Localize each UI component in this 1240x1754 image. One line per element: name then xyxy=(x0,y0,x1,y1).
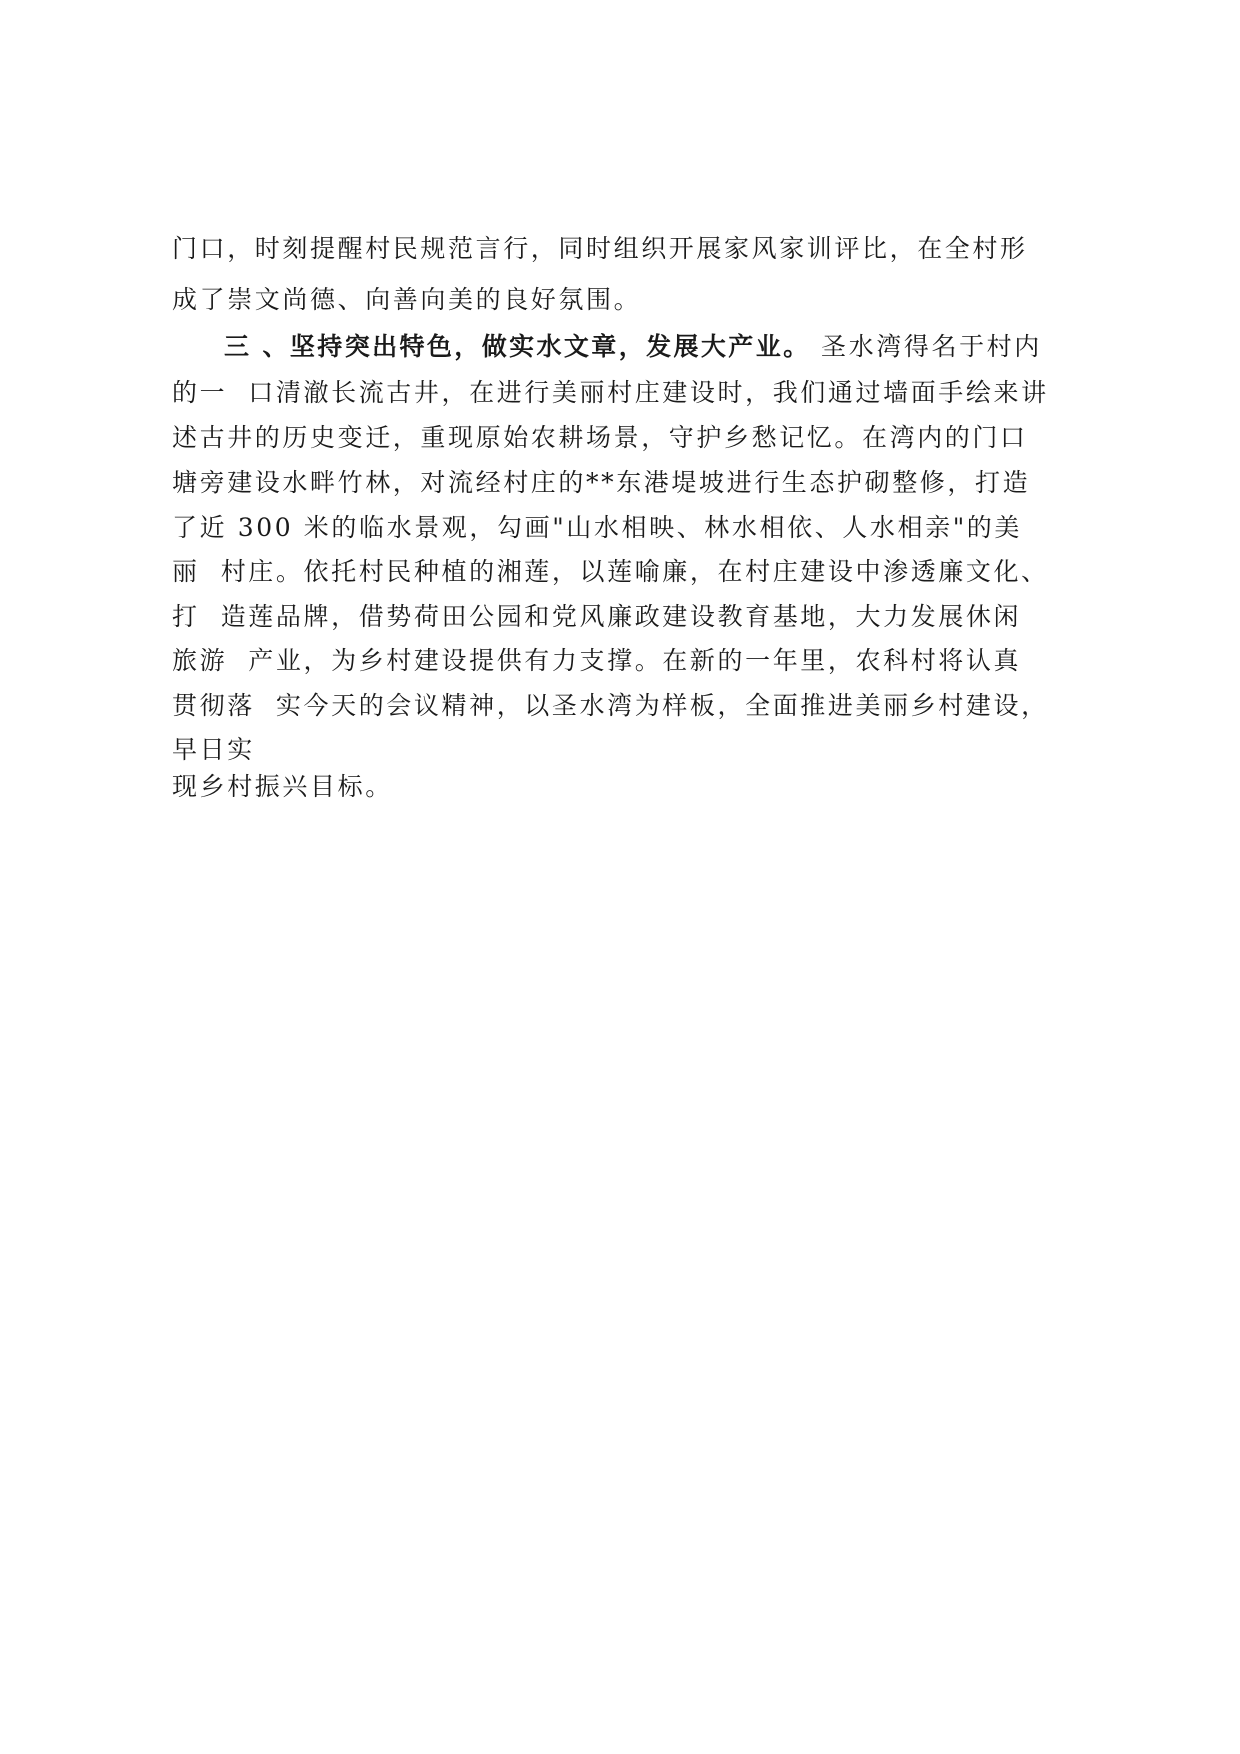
section-heading-line xyxy=(224,330,1042,364)
section-heading: 三 、坚持突出特色，做实水文章，发展大产业。 xyxy=(224,332,811,361)
paragraph-line: 打 造莲品牌，借势荷田公园和党风廉政建设教育基地，大力发展休闲 xyxy=(172,602,1022,631)
paragraph-text: 圣水湾得名于村内 xyxy=(810,332,1042,361)
paragraph-line: 旅游 产业，为乡村建设提供有力支撑。在新的一年里，农科村将认真 xyxy=(172,646,1022,675)
paragraph-line: 的一 口清澈长流古井，在进行美丽村庄建设时，我们通过墙面手绘来讲 xyxy=(172,378,1049,407)
paragraph-line: 成了崇文尚德、向善向美的良好氛围。 xyxy=(172,285,642,314)
paragraph-line: 早日实 xyxy=(172,735,255,764)
paragraph-line: 了近 300 米的临水景观，勾画"山水相映、林水相依、人水相亲"的美 xyxy=(172,513,1023,542)
paragraph-line: 丽 村庄。依托村民种植的湘莲，以莲喻廉，在村庄建设中渗透廉文化、 xyxy=(172,557,1049,586)
paragraph-line: 门口，时刻提醒村民规范言行，同时组织开展家风家训评比，在全村形 xyxy=(172,234,1028,263)
paragraph-line: 现乡村振兴目标。 xyxy=(172,772,393,801)
paragraph-line: 述古井的历史变迁，重现原始农耕场景，守护乡愁记忆。在湾内的门口 xyxy=(172,423,1028,452)
paragraph-line: 塘旁建设水畔竹林，对流经村庄的**东港堤坡进行生态护砌整修，打造 xyxy=(172,468,1031,497)
paragraph-line: 贯彻落 实今天的会议精神，以圣水湾为样板，全面推进美丽乡村建设， xyxy=(172,691,1049,720)
